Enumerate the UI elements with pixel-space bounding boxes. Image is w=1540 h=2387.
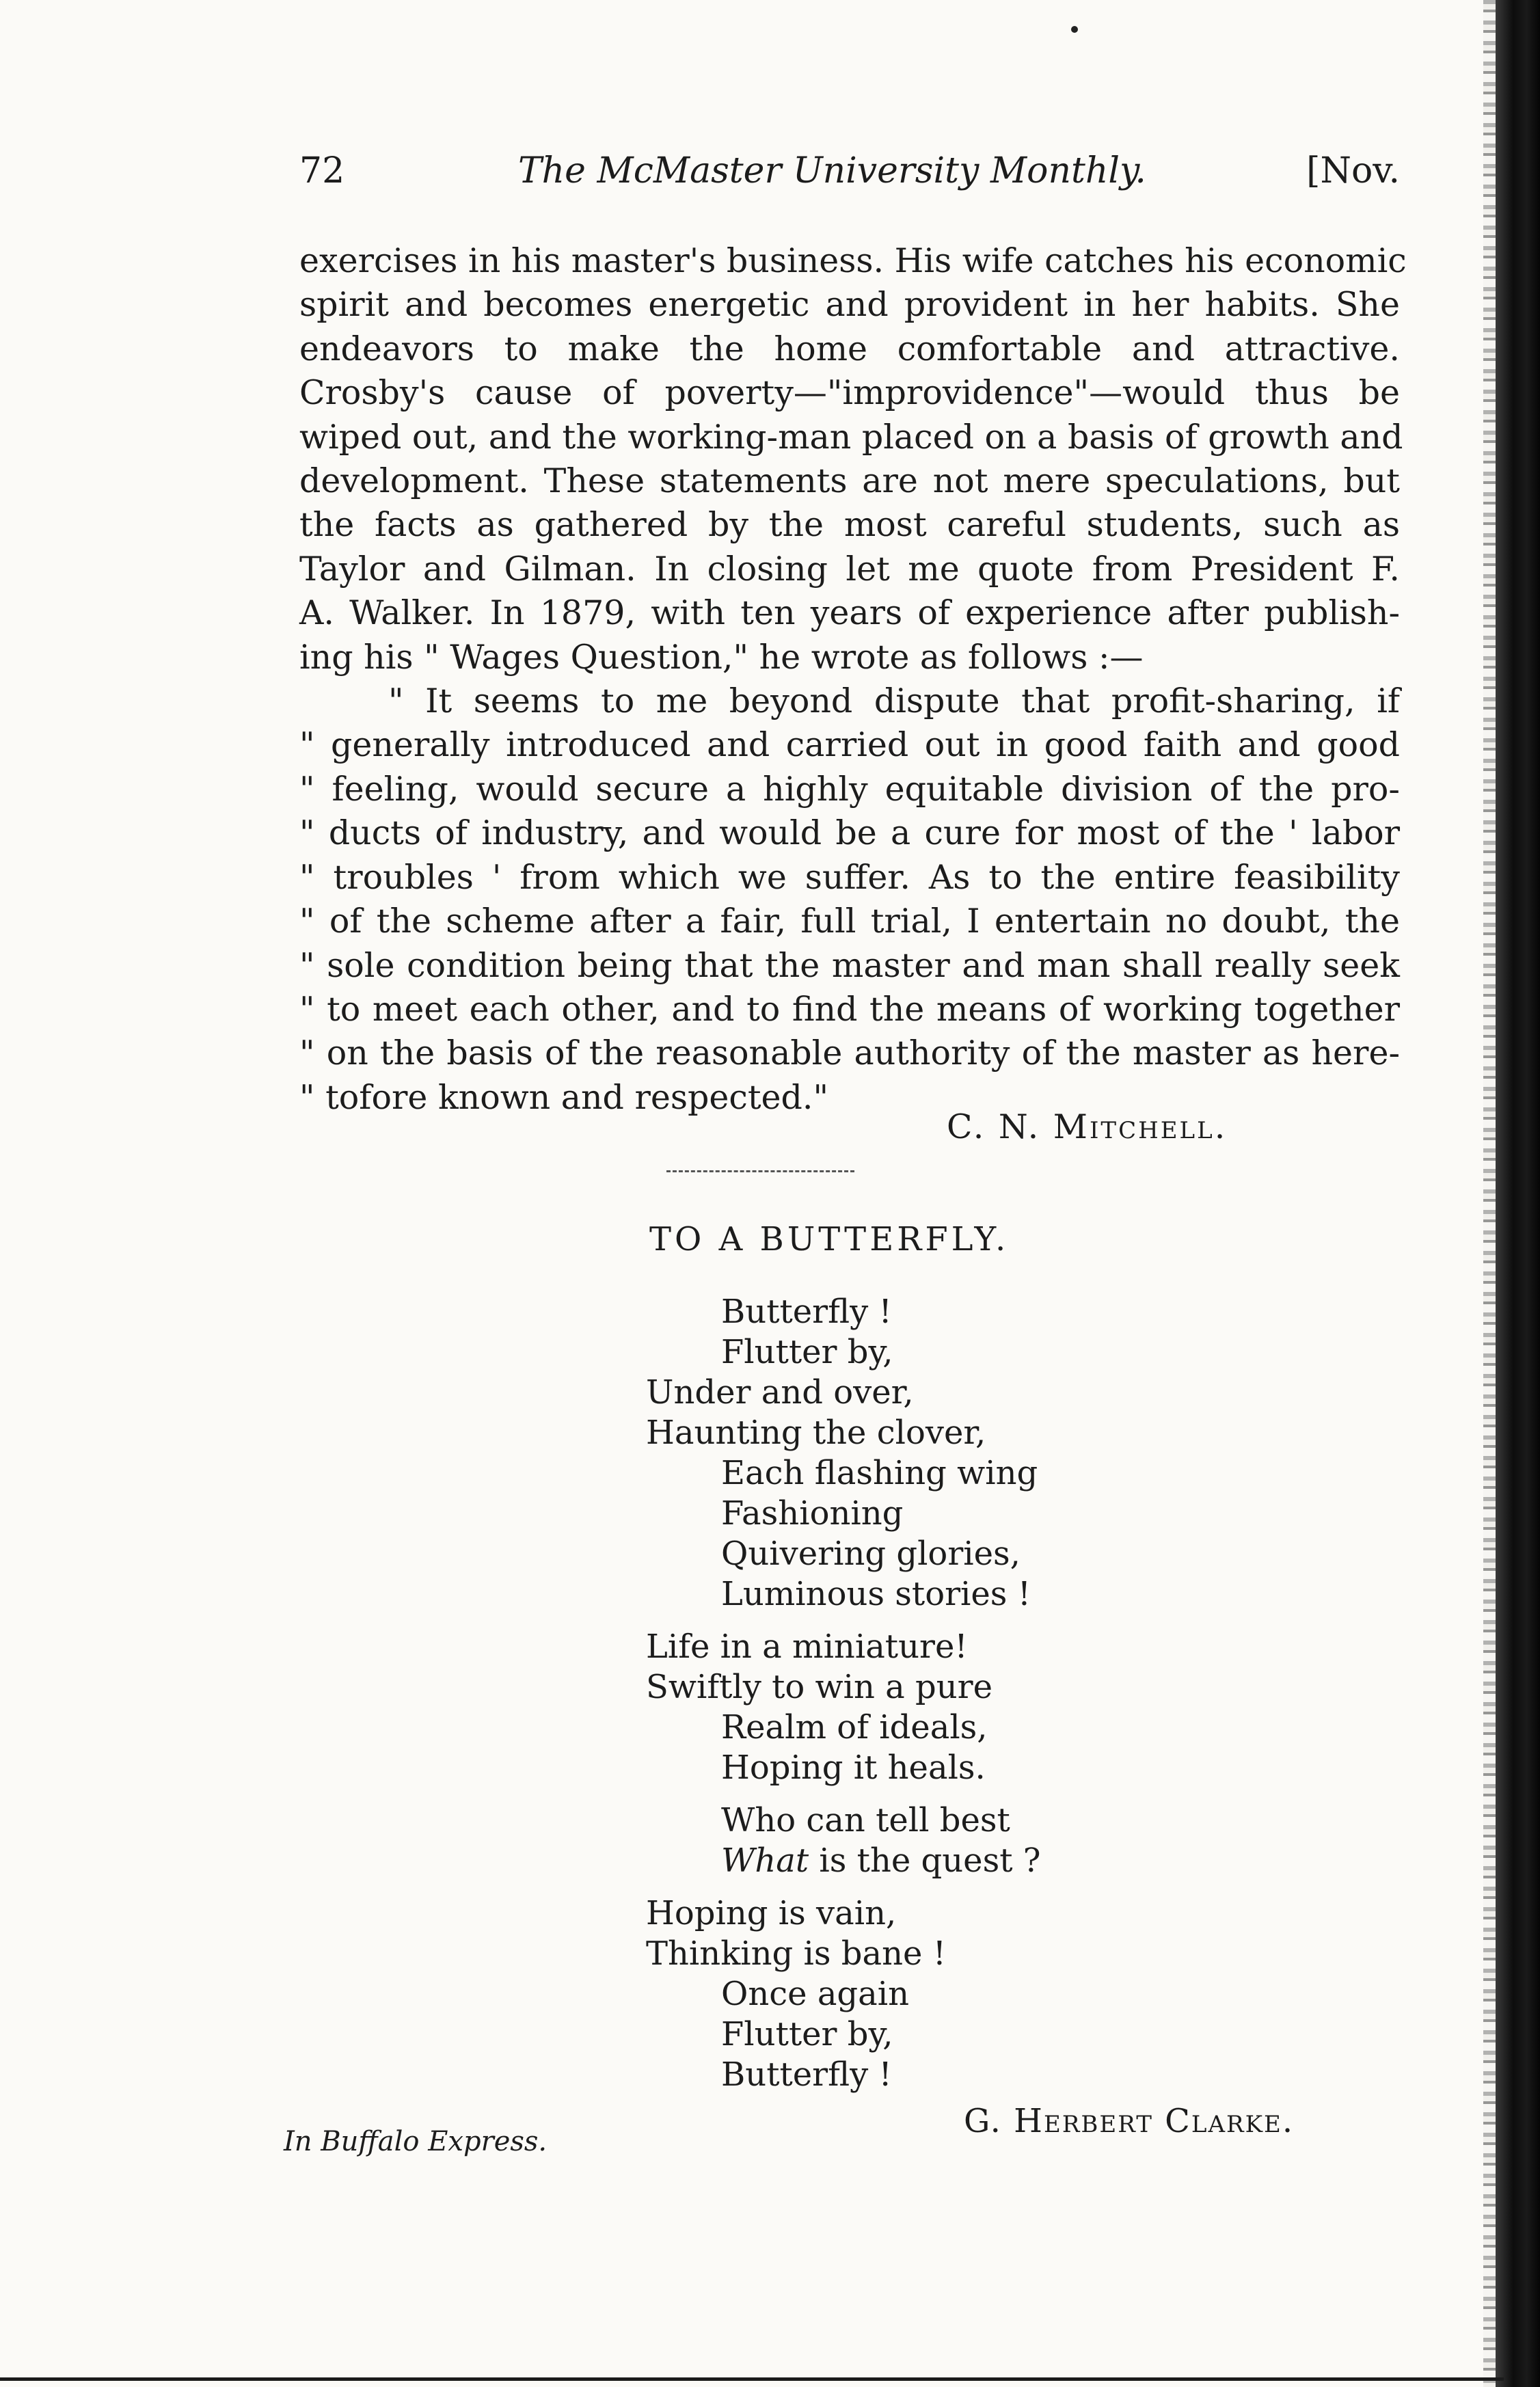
poem-line: Each flashing wing: [721, 1454, 1038, 1492]
page-number: 72: [299, 150, 345, 191]
quote-line: " to meet each other, and to find the means of working together: [299, 989, 1400, 1029]
issue-month: [Nov.: [1306, 150, 1400, 191]
quote-line: " ducts of industry, and would be a cure for most of the ' labor: [299, 813, 1400, 853]
poem-line: Quivering glories,: [721, 1535, 1021, 1573]
poem-line: Under and over,: [646, 1373, 914, 1412]
poem-stanza: [646, 1893, 1040, 2095]
quote-line: " on the basis of the reasonable authority of the master as here-: [299, 1034, 1400, 1073]
emphasis-word: What: [721, 1842, 809, 1880]
poem-line: Butterfly !: [721, 2055, 892, 2094]
article-line: Taylor and Gilman. In closing let me quote from President F.: [299, 549, 1400, 589]
poem-line: Once again: [721, 1975, 910, 2013]
poem-line: Hoping it heals.: [721, 1749, 986, 1787]
article-text: [299, 239, 1407, 1120]
poem-stanza: [646, 1627, 1040, 1788]
article-line: A. Walker. In 1879, with ten years of experience after publish-: [299, 593, 1400, 633]
book-binding: [1496, 0, 1540, 2387]
article-line: wiped out, and the working-man placed on a basis of growth and: [299, 417, 1403, 457]
article-signature: C. N. Mitchell.: [947, 1107, 1228, 1146]
article-line: Crosby's cause of poverty—"improvidence"—would thus be: [299, 373, 1400, 413]
poem-stanza: [646, 1801, 1040, 1881]
bottom-rule: [0, 2377, 1504, 2381]
poem-title: TO A BUTTERFLY.: [649, 1220, 1010, 1258]
poem-body: [646, 1292, 1040, 2107]
quote-line: " generally introduced and carried out in good faith and good: [299, 725, 1400, 765]
article-line: spirit and becomes energetic and provident in her habits. She: [299, 285, 1400, 325]
quote-line: " sole condition being that the master and man shall really seek: [299, 945, 1400, 985]
poem-line: Thinking is bane !: [646, 1934, 946, 1973]
poem-line: Haunting the clover,: [646, 1414, 986, 1452]
article-line: development. These statements are not mere speculations, but: [299, 461, 1400, 501]
page-edge: [1483, 0, 1496, 2387]
poem-line: Hoping is vain,: [646, 1894, 897, 1932]
running-header: [299, 150, 1400, 212]
poem-line: Life in a miniature!: [646, 1628, 968, 1666]
article-line: the facts as gathered by the most careful students, such as: [299, 505, 1400, 545]
article-line: endeavors to make the home comfortable and attractive.: [299, 329, 1400, 368]
quote-line: " It seems to me beyond dispute that profit-sharing, if: [388, 682, 1400, 721]
article-line: exercises in his master's business. His wife catches his economic: [299, 241, 1407, 280]
poem-line: Luminous stories !: [721, 1575, 1031, 1613]
poem-line: Butterfly !: [721, 1293, 892, 1331]
journal-title: The McMaster University Monthly.: [518, 150, 1146, 191]
poem-line: What is the quest ?: [721, 1842, 1041, 1880]
poem-author: G. Herbert Clarke.: [964, 2102, 1295, 2140]
quote-line: " feeling, would secure a highly equitable division of the pro-: [299, 769, 1400, 809]
ink-speck: [1071, 26, 1078, 33]
section-divider: [666, 1170, 854, 1172]
poem-stanza: [646, 1292, 1040, 1615]
article-line: ing his " Wages Question," he wrote as follows :—: [299, 637, 1144, 677]
poem-line: Realm of ideals,: [721, 1708, 988, 1747]
quote-line: " troubles ' from which we suffer. As to the entire feasibility: [299, 857, 1400, 897]
poem-line: Swiftly to win a pure: [646, 1668, 993, 1706]
poem-line: Fashioning: [721, 1494, 904, 1533]
poem-source: In Buffalo Express.: [284, 2126, 548, 2157]
quote-line: " tofore known and respected.": [299, 1077, 829, 1117]
poem-line: Flutter by,: [721, 1333, 893, 1371]
poem-line: Flutter by,: [721, 2015, 893, 2053]
poem-line: Who can tell best: [721, 1801, 1010, 1839]
quote-line: " of the scheme after a fair, full trial, I entertain no doubt, the: [299, 902, 1400, 941]
